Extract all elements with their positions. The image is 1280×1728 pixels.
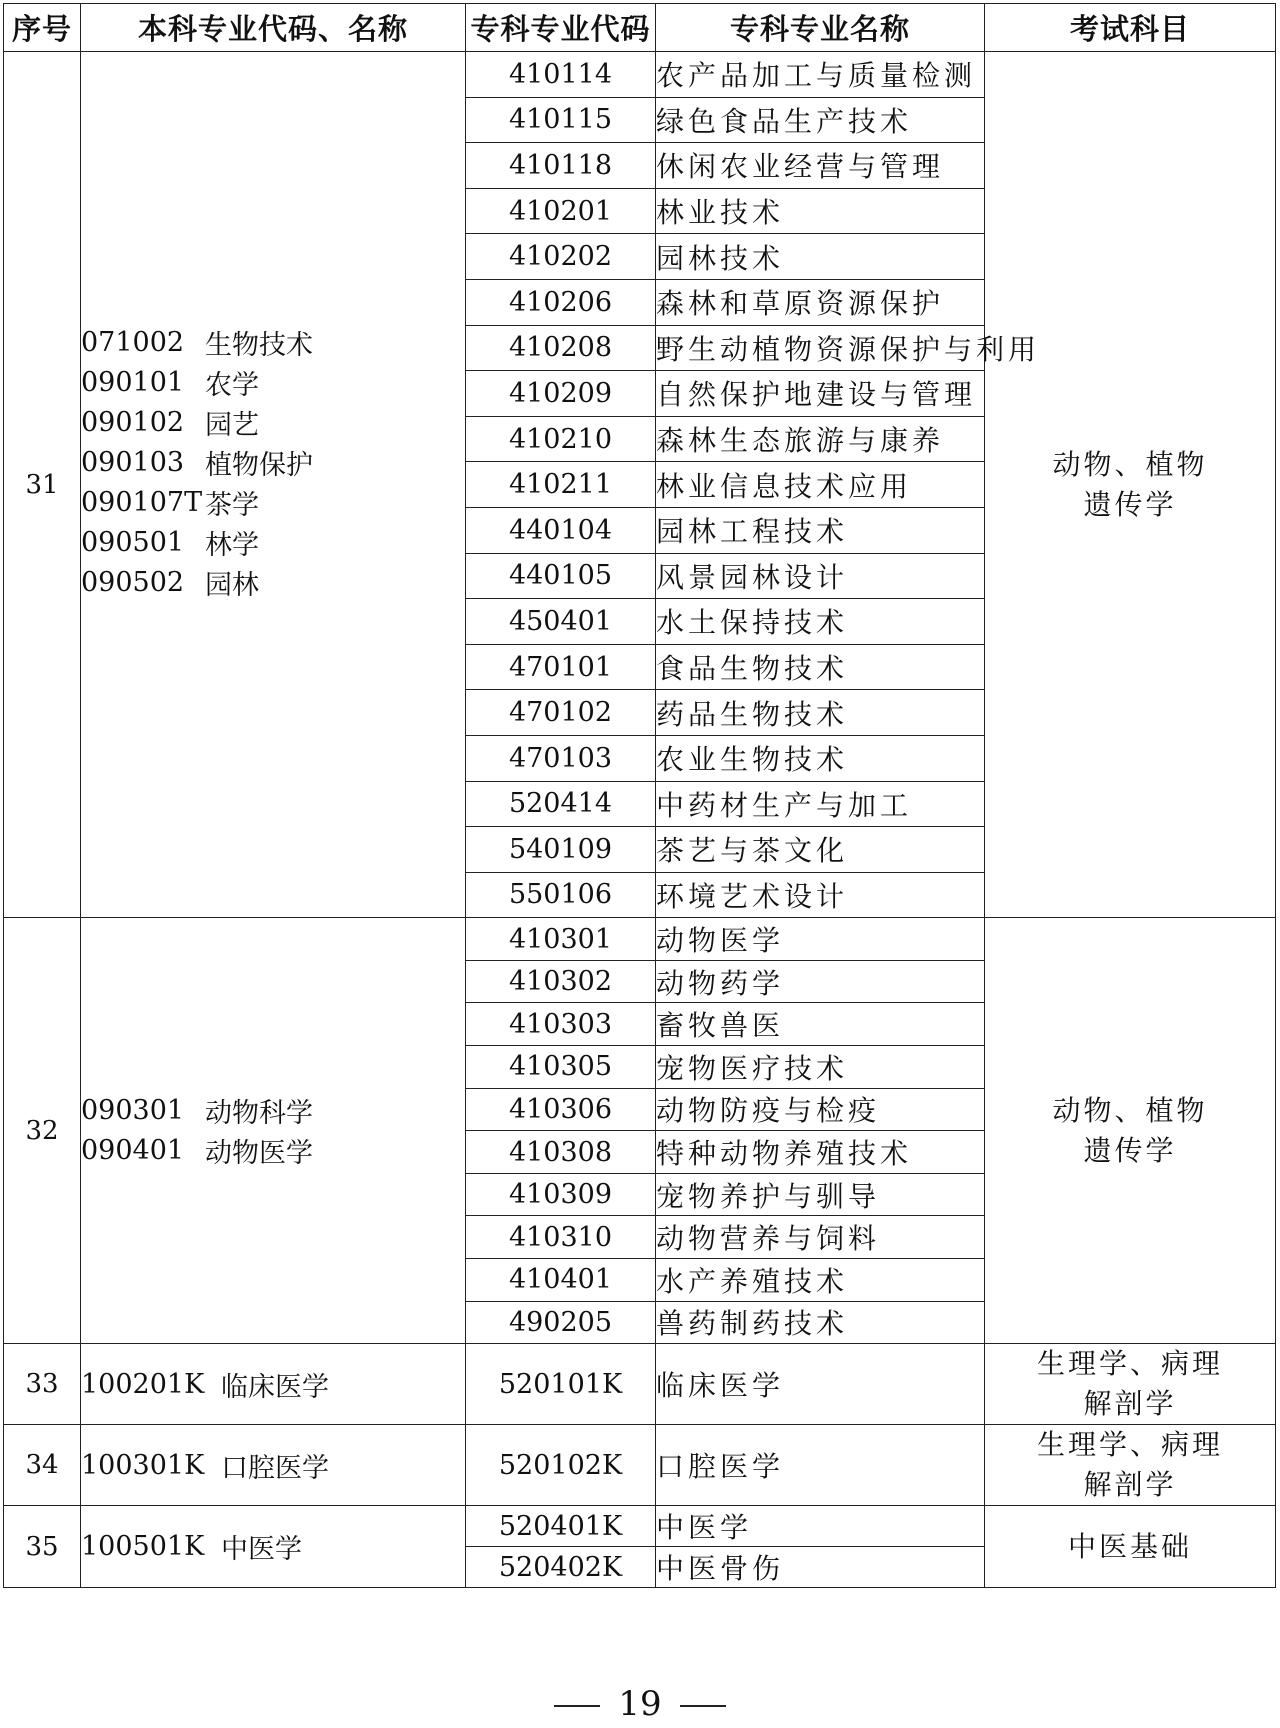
- header-exam-subject: 考试科目: [985, 4, 1276, 52]
- undergrad-name: 园林: [205, 569, 259, 601]
- undergrad-name: 茶学: [205, 489, 259, 521]
- major-name-cell: 中医骨伤: [656, 1547, 985, 1588]
- major-code-cell: 520102K: [466, 1425, 656, 1506]
- undergrad-code: 090301: [81, 1095, 185, 1127]
- table-row: [4, 1506, 1276, 1547]
- major-code-cell: 410211: [466, 462, 656, 508]
- header-undergrad: 本科专业代码、名称: [81, 4, 466, 52]
- table-row: [4, 918, 1276, 961]
- major-code-cell: 410310: [466, 1216, 656, 1259]
- major-code-cell: 410305: [466, 1046, 656, 1089]
- undergrad-item: [81, 562, 465, 602]
- seq-cell: 31: [4, 52, 81, 918]
- exam-subject-cell: [985, 1425, 1276, 1506]
- seq-cell: 32: [4, 918, 81, 1344]
- major-name-cell: 食品生物技术: [656, 644, 985, 690]
- major-name-cell: 自然保护地建设与管理: [656, 371, 985, 417]
- major-name-cell: 林业技术: [656, 188, 985, 234]
- seq-cell: 34: [4, 1425, 81, 1506]
- exam-subject-cell: [985, 52, 1276, 918]
- undergrad-item: [81, 1131, 465, 1171]
- exam-subject-line: 生理学、病理: [1036, 1428, 1223, 1462]
- major-name-cell: 水产养殖技术: [656, 1259, 985, 1302]
- table-row: [4, 1344, 1276, 1425]
- undergrad-cell: [81, 918, 466, 1344]
- undergrad-item: [81, 1091, 465, 1131]
- major-name-cell: 动物防疫与检疫: [656, 1088, 985, 1131]
- exam-subject-cell: [985, 1506, 1276, 1588]
- left-dash: [554, 1705, 600, 1707]
- undergrad-item: [81, 362, 465, 402]
- major-name-cell: 药品生物技术: [656, 690, 985, 736]
- exam-subject-line: 解剖学: [1083, 1387, 1177, 1421]
- page-number: [0, 1684, 1280, 1724]
- major-code-cell: 410209: [466, 371, 656, 417]
- major-code-cell: 410301: [466, 918, 656, 961]
- undergrad-name: 林学: [205, 529, 259, 561]
- major-code-cell: 440104: [466, 507, 656, 553]
- major-code-cell: 410202: [466, 234, 656, 280]
- major-name-cell: 林业信息技术应用: [656, 462, 985, 508]
- undergrad-name: 口腔医学: [221, 1452, 329, 1484]
- undergrad-code: 090101: [81, 366, 185, 398]
- major-code-cell: 470102: [466, 690, 656, 736]
- exam-subject-line: 动物、植物: [1052, 447, 1208, 481]
- header-seq: 序号: [4, 4, 81, 52]
- major-code-cell: 520101K: [466, 1344, 656, 1425]
- undergrad-item: [81, 522, 465, 562]
- major-name-cell: 中药材生产与加工: [656, 781, 985, 827]
- major-code-cell: 410208: [466, 325, 656, 371]
- table-row: [4, 1425, 1276, 1506]
- header-major-name: 专科专业名称: [656, 4, 985, 52]
- page-number-text: 19: [618, 1684, 662, 1724]
- major-name-cell: 农业生物技术: [656, 735, 985, 781]
- undergrad-name: 园艺: [205, 409, 259, 441]
- header-major-code: 专科专业代码: [466, 4, 656, 52]
- undergrad-cell: [81, 1425, 466, 1506]
- major-name-cell: 动物医学: [656, 918, 985, 961]
- undergrad-cell: [81, 1506, 466, 1588]
- major-code-cell: 410206: [466, 279, 656, 325]
- major-code-cell: 410118: [466, 143, 656, 189]
- major-name-cell: 森林和草原资源保护: [656, 279, 985, 325]
- major-name-cell: 园林技术: [656, 234, 985, 280]
- major-mapping-table: [3, 3, 1276, 1588]
- major-name-cell: 特种动物养殖技术: [656, 1131, 985, 1174]
- major-name-cell: 动物药学: [656, 960, 985, 1003]
- major-name-cell: 水土保持技术: [656, 599, 985, 645]
- major-name-cell: 农产品加工与质量检测: [656, 52, 985, 98]
- major-name-cell: 森林生态旅游与康养: [656, 416, 985, 462]
- major-code-cell: 410115: [466, 97, 656, 143]
- undergrad-code: 090103: [81, 446, 185, 478]
- undergrad-item: [81, 1364, 465, 1404]
- major-name-cell: 口腔医学: [656, 1425, 985, 1506]
- undergrad-name: 农学: [205, 369, 259, 401]
- seq-cell: 33: [4, 1344, 81, 1425]
- undergrad-item: [81, 322, 465, 362]
- undergrad-cell: [81, 52, 466, 918]
- major-code-cell: 410306: [466, 1088, 656, 1131]
- exam-subject-cell: [985, 1344, 1276, 1425]
- undergrad-code: 071002: [81, 326, 185, 358]
- major-name-cell: 临床医学: [656, 1344, 985, 1425]
- major-code-cell: 410401: [466, 1259, 656, 1302]
- undergrad-code: 090102: [81, 406, 185, 438]
- undergrad-name: 植物保护: [205, 449, 313, 481]
- undergrad-code: 100201K: [81, 1368, 205, 1400]
- major-code-cell: 520402K: [466, 1547, 656, 1588]
- exam-subject-line: 中医基础: [1067, 1529, 1192, 1563]
- table-header-row: [4, 4, 1276, 52]
- undergrad-code: 090107T: [81, 486, 203, 518]
- major-code-cell: 540109: [466, 827, 656, 873]
- major-code-cell: 450401: [466, 599, 656, 645]
- undergrad-code: 090501: [81, 526, 185, 558]
- undergrad-name: 动物科学: [205, 1098, 313, 1130]
- major-code-cell: 490205: [466, 1301, 656, 1344]
- major-name-cell: 风景园林设计: [656, 553, 985, 599]
- major-code-cell: 410201: [466, 188, 656, 234]
- exam-subject-line: 动物、植物: [1052, 1093, 1208, 1127]
- major-name-cell: 休闲农业经营与管理: [656, 143, 985, 189]
- major-code-cell: 440105: [466, 553, 656, 599]
- undergrad-code: 100301K: [81, 1449, 205, 1481]
- undergrad-code: 090401: [81, 1135, 185, 1167]
- table-row: [4, 52, 1276, 98]
- major-code-cell: 520414: [466, 781, 656, 827]
- exam-subject-line: 解剖学: [1083, 1468, 1177, 1502]
- undergrad-code: 100501K: [81, 1531, 205, 1563]
- undergrad-name: 动物医学: [205, 1138, 313, 1170]
- major-code-cell: 410114: [466, 52, 656, 98]
- major-code-cell: 410302: [466, 960, 656, 1003]
- major-code-cell: 410303: [466, 1003, 656, 1046]
- exam-subject-line: 遗传学: [1083, 487, 1177, 521]
- right-dash: [680, 1705, 726, 1707]
- undergrad-name: 临床医学: [221, 1371, 329, 1403]
- undergrad-item: [81, 402, 465, 442]
- undergrad-cell: [81, 1344, 466, 1425]
- major-code-cell: 470101: [466, 644, 656, 690]
- undergrad-item: [81, 442, 465, 482]
- major-name-cell: 绿色食品生产技术: [656, 97, 985, 143]
- exam-subject-cell: [985, 918, 1276, 1344]
- seq-cell: 35: [4, 1506, 81, 1588]
- major-name-cell: 兽药制药技术: [656, 1301, 985, 1344]
- major-name-cell: 宠物养护与驯导: [656, 1173, 985, 1216]
- major-name-cell: 园林工程技术: [656, 507, 985, 553]
- major-code-cell: 410308: [466, 1131, 656, 1174]
- undergrad-item: [81, 1445, 465, 1485]
- major-name-cell: 动物营养与饲料: [656, 1216, 985, 1259]
- major-code-cell: 410210: [466, 416, 656, 462]
- major-code-cell: 470103: [466, 735, 656, 781]
- major-name-cell: 中医学: [656, 1506, 985, 1547]
- major-code-cell: 520401K: [466, 1506, 656, 1547]
- major-name-cell: 宠物医疗技术: [656, 1046, 985, 1089]
- undergrad-code: 090502: [81, 566, 185, 598]
- major-name-cell: 环境艺术设计: [656, 872, 985, 918]
- major-name-cell: 茶艺与茶文化: [656, 827, 985, 873]
- undergrad-item: [81, 1527, 465, 1567]
- major-code-cell: 550106: [466, 872, 656, 918]
- undergrad-item: [81, 482, 465, 522]
- exam-subject-line: 遗传学: [1083, 1133, 1177, 1167]
- undergrad-name: 中医学: [221, 1534, 302, 1566]
- major-name-cell: 畜牧兽医: [656, 1003, 985, 1046]
- undergrad-name: 生物技术: [205, 329, 313, 361]
- major-name-cell: 野生动植物资源保护与利用: [656, 325, 985, 371]
- exam-subject-line: 生理学、病理: [1036, 1347, 1223, 1381]
- major-code-cell: 410309: [466, 1173, 656, 1216]
